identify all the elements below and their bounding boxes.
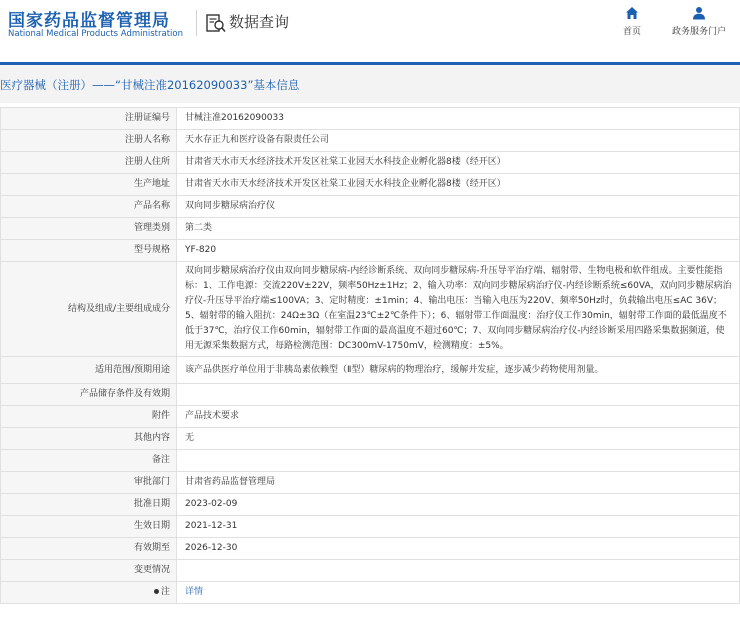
- table-row: [1, 130, 740, 152]
- row-label: 备注: [1, 450, 177, 472]
- row-value: 该产品供医疗单位用于非胰岛素依赖型（Ⅱ型）糖尿病的物理治疗，缓解并发症，逐步减少药物使用剂量。: [177, 357, 740, 384]
- details-link[interactable]: 详情: [185, 587, 204, 597]
- table-row: [1, 494, 740, 516]
- row-value: 第二类: [177, 218, 740, 240]
- breadcrumb-text: 医疗器械（注册）——“甘械注准20162090033”基本信息: [0, 78, 300, 92]
- site-header: [0, 0, 740, 48]
- row-label: 注册人住所: [1, 152, 177, 174]
- row-label-note: [1, 582, 177, 604]
- row-label: 注册证编号: [1, 108, 177, 130]
- table-row: [1, 240, 740, 262]
- row-label: 适用范围/预期用途: [1, 357, 177, 384]
- row-label: 型号规格: [1, 240, 177, 262]
- row-label: 产品储存条件及有效期: [1, 384, 177, 406]
- row-label: 结构及组成/主要组成成分: [1, 262, 177, 357]
- user-icon: [692, 6, 706, 20]
- table-row: [1, 516, 740, 538]
- table-row: [1, 560, 740, 582]
- detail-table: [0, 107, 740, 604]
- table-row: [1, 406, 740, 428]
- table-row: [1, 472, 740, 494]
- row-value: 2026-12-30: [177, 538, 740, 560]
- row-label: 生效日期: [1, 516, 177, 538]
- row-value: 双向同步糖尿病治疗仪: [177, 196, 740, 218]
- row-value: 产品技术要求: [177, 406, 740, 428]
- row-label: 管理类别: [1, 218, 177, 240]
- nav-home-label: 首页: [622, 27, 641, 37]
- row-label: 生产地址: [1, 174, 177, 196]
- bullet-icon: [154, 589, 159, 594]
- row-value: YF-820: [177, 240, 740, 262]
- row-value: [177, 582, 740, 604]
- table-row: [1, 108, 740, 130]
- row-label: 注册人名称: [1, 130, 177, 152]
- row-label: 审批部门: [1, 472, 177, 494]
- home-icon: [625, 6, 639, 20]
- table-row: [1, 357, 740, 384]
- logo-title-cn[interactable]: 国家药品监督管理局: [8, 11, 170, 31]
- row-label: 变更情况: [1, 560, 177, 582]
- row-value: [177, 450, 740, 472]
- row-label: 其他内容: [1, 428, 177, 450]
- row-value: 甘械注准20162090033: [177, 108, 740, 130]
- row-label: 有效期至: [1, 538, 177, 560]
- row-value: [177, 560, 740, 582]
- table-row: [1, 428, 740, 450]
- row-value: 双向同步糖尿病治疗仪由双向同步糖尿病-内经诊断系统、双向同步糖尿病-升压导平治疗端、辐射带、生物电极和软件组成。主要性能指标：1、工作电源：交流220V±22V，频率50Hz±1Hz；2、输入功率：双向同步糖尿病治疗仪-内经诊断系统≤60VA，双向同步糖尿病治疗仪-升压导平治疗端≤100VA；3、定时精度：±1min；4、输出电压：当输入电压为220V、频率50Hz时，负载输出电压≤AC 36V；5、辐射带的输入阻抗：24Ω±3Ω（在室温23℃±2℃条件下）；6、辐射带工作面温度：治疗仪工作30min，辐射带工作面的最低温度不低于37℃，治疗仪工作60min，辐射带工作面的最高温度不超过60℃；7、双向同步糖尿病治疗仪-内经诊断采用四路采集数据频道，使用无源采集数据方式，每路检测范围：DC300mV-1750mV，检测精度：±5%。: [177, 262, 740, 357]
- row-label: 批准日期: [1, 494, 177, 516]
- row-value: 无: [177, 428, 740, 450]
- breadcrumb: [0, 65, 740, 103]
- row-value: 2023-02-09: [177, 494, 740, 516]
- table-row: [1, 450, 740, 472]
- table-row: [1, 538, 740, 560]
- table-row: [1, 196, 740, 218]
- nav-service-label: 政务服务门户: [671, 27, 726, 37]
- table-row: [1, 174, 740, 196]
- row-value: [177, 384, 740, 406]
- row-label: 附件: [1, 406, 177, 428]
- row-value: 甘肃省天水市天水经济技术开发区社棠工业园天水科技企业孵化器8楼（经开区）: [177, 174, 740, 196]
- row-value: 2021-12-31: [177, 516, 740, 538]
- header-divider: [196, 10, 197, 36]
- table-row: [1, 582, 740, 604]
- table-row: [1, 262, 740, 357]
- logo-title-en[interactable]: National Medical Products Administration: [8, 29, 183, 39]
- table-row: [1, 384, 740, 406]
- row-value: 甘肃省药品监督管理局: [177, 472, 740, 494]
- nav-service-portal[interactable]: [659, 6, 739, 42]
- table-row: [1, 218, 740, 240]
- data-query-icon: [205, 12, 227, 34]
- table-row: [1, 152, 740, 174]
- page-title: 数据查询: [229, 13, 290, 31]
- row-value: 天水存正九和医疗设备有限责任公司: [177, 130, 740, 152]
- note-label: 注: [160, 587, 170, 597]
- row-label: 产品名称: [1, 196, 177, 218]
- row-value: 甘肃省天水市天水经济技术开发区社棠工业园天水科技企业孵化器8楼（经开区）: [177, 152, 740, 174]
